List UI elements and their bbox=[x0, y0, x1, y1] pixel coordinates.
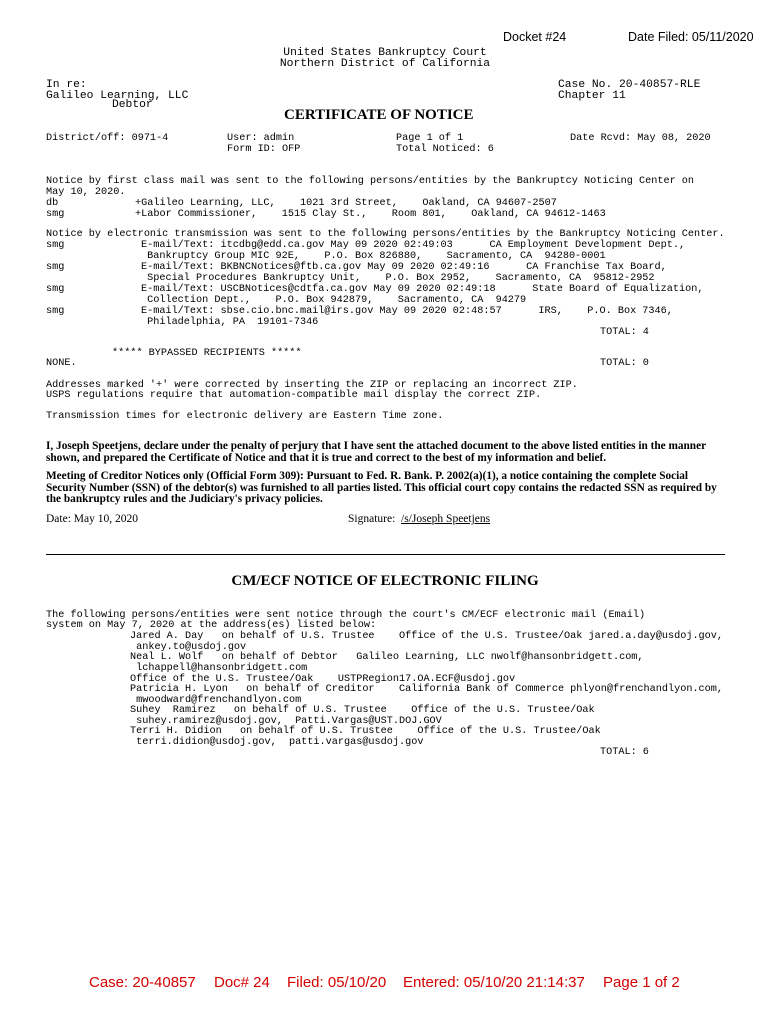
recipient-code: smg bbox=[46, 306, 65, 317]
recipient-code: smg bbox=[46, 240, 65, 251]
cmecf-recipient: mwoodward@frenchandlyon.com bbox=[130, 695, 302, 706]
cmecf-recipient: terri.didion@usdoj.gov, patti.vargas@usdoj.gov bbox=[130, 737, 424, 748]
zip-note: Addresses marked '+' were corrected by inserting the ZIP or replacing an incorrect ZIP. bbox=[46, 380, 578, 391]
footer-doc: Doc# 24 bbox=[214, 974, 270, 991]
in-re-label: In re: bbox=[46, 79, 87, 91]
cmecf-recipient: ankey.to@usdoj.gov bbox=[130, 642, 247, 653]
cmecf-recipient: Neal L. Wolf on behalf of Debtor Galileo Learning, LLC nwolf@hansonbridgett.com, bbox=[130, 652, 644, 663]
total-noticed: Total Noticed: 6 bbox=[396, 144, 494, 155]
signature-value: /s/Joseph Speetjens bbox=[401, 513, 491, 525]
case-number: Case No. 20-40857-RLE bbox=[558, 79, 701, 91]
declaration-text: I, Joseph Speetjens, declare under the penalty of perjury that I have sent the attached document to the above listed entities in the manner shown, and prepared the Certificate of Notice and that it is true and correct to the best of my information and belief. bbox=[46, 440, 706, 464]
cmecf-recipient: Suhey Ramirez on behalf of U.S. Trustee Office of the U.S. Trustee/Oak bbox=[130, 705, 595, 716]
certificate-title: CERTIFICATE OF NOTICE bbox=[284, 107, 474, 123]
recipient-email: E-mail/Text: USCBNotices@cdtfa.ca.gov May 09 2020 02:49:18 State Board of Equalization, bbox=[141, 284, 704, 295]
meeting-notice-text: Meeting of Creditor Notices only (Official Form 309): Pursuant to Fed. R. Bank. P. 2002(a)(1), a notice containing the complete Social Security Number (SSN) of the debtor(s) was furnished to all parties listed. This official court copy contains the redacted SSN as required by the bankruptcy rules and the Judiciary's privacy policies. bbox=[46, 470, 717, 505]
electronic-total: TOTAL: 4 bbox=[600, 327, 649, 338]
cmecf-title: CM/ECF NOTICE OF ELECTRONIC FILING bbox=[231, 573, 539, 589]
page-count: Page 1 of 1 bbox=[396, 133, 464, 144]
form-id: Form ID: OFP bbox=[227, 144, 301, 155]
footer-case: Case: 20-40857 bbox=[89, 974, 196, 991]
cmecf-recipient: lchappell@hansonbridgett.com bbox=[130, 663, 308, 674]
footer-page: Page 1 of 2 bbox=[603, 974, 680, 991]
recipient-address: Collection Dept., P.O. Box 942879, Sacramento, CA 94279 bbox=[141, 295, 527, 306]
electronic-notice-intro: Notice by electronic transmission was sent to the following persons/entities by the Bankruptcy Noticing Center. bbox=[46, 229, 725, 240]
recipient-code: db bbox=[46, 198, 59, 209]
footer-filed: Filed: 05/10/20 bbox=[287, 974, 387, 991]
cmecf-recipient: suhey.ramirez@usdoj.gov, Patti.Vargas@UST.DOJ.GOV bbox=[130, 716, 442, 727]
mail-notice-intro: Notice by first class mail was sent to the following persons/entities by the Bankruptcy Noticing Center on bbox=[46, 176, 695, 187]
recipient-code: smg bbox=[46, 284, 65, 295]
cmecf-recipient: Terri H. Didion on behalf of U.S. Trustee Office of the U.S. Trustee/Oak bbox=[130, 726, 601, 737]
footer-entered: Entered: 05/10/20 21:14:37 bbox=[403, 974, 585, 991]
cmecf-recipient: Jared A. Day on behalf of U.S. Trustee Office of the U.S. Trustee/Oak jared.a.day@usdoj.gov, bbox=[130, 631, 724, 642]
signature-label: Signature: bbox=[348, 513, 396, 525]
recipient-code: smg bbox=[46, 262, 65, 273]
recipient-code: smg bbox=[46, 209, 65, 220]
docket-number: Docket #24 bbox=[503, 30, 567, 44]
debtor-label: Debtor bbox=[112, 99, 153, 111]
recipient-address: +Labor Commissioner, 1515 Clay St., Room 801, Oakland, CA 94612-1463 bbox=[135, 209, 606, 220]
recipient-address: +Galileo Learning, LLC, 1021 3rd Street, Oakland, CA 94607-2507 bbox=[135, 198, 557, 209]
recipient-email: E-mail/Text: itcdbg@edd.ca.gov May 09 2020 02:49:03 CA Employment Development Dept., bbox=[141, 240, 686, 251]
court-name: United States Bankruptcy Court bbox=[283, 47, 487, 59]
district-office: District/off: 0971-4 bbox=[46, 133, 169, 144]
recipient-address: Special Procedures Bankruptcy Unit, P.O. Box 2952, Sacramento, CA 95812-2952 bbox=[141, 273, 655, 284]
bypassed-heading: ***** BYPASSED RECIPIENTS ***** bbox=[112, 348, 302, 359]
signature-date: Date: May 10, 2020 bbox=[46, 513, 138, 525]
cmecf-recipient: Office of the U.S. Trustee/Oak USTPRegion17.OA.ECF@usdoj.gov bbox=[130, 674, 516, 685]
cmecf-total: TOTAL: 6 bbox=[600, 747, 649, 758]
user-field: User: admin bbox=[227, 133, 295, 144]
bypassed-total: TOTAL: 0 bbox=[600, 358, 649, 369]
section-divider bbox=[46, 554, 725, 555]
bypassed-none: NONE. bbox=[46, 358, 77, 369]
recipient-address: Bankruptcy Group MIC 92E, P.O. Box 826880, Sacramento, CA 94280-0001 bbox=[141, 251, 606, 262]
recipient-address: Philadelphia, PA 19101-7346 bbox=[141, 317, 319, 328]
mail-notice-date: May 10, 2020. bbox=[46, 187, 126, 198]
date-received: Date Rcvd: May 08, 2020 bbox=[570, 133, 711, 144]
recipient-email: E-mail/Text: BKBNCNotices@ftb.ca.gov May 09 2020 02:49:16 CA Franchise Tax Board, bbox=[141, 262, 667, 273]
cmecf-recipient: Patricia H. Lyon on behalf of Creditor California Bank of Commerce phlyon@frenchandlyon.com, bbox=[130, 684, 724, 695]
timezone-note: Transmission times for electronic delivery are Eastern Time zone. bbox=[46, 411, 444, 422]
cmecf-intro-date: system on May 7, 2020 at the address(es) listed below: bbox=[46, 620, 377, 631]
chapter: Chapter 11 bbox=[558, 90, 626, 102]
usps-note: USPS regulations require that automation-compatible mail display the correct ZIP. bbox=[46, 390, 542, 401]
recipient-email: E-mail/Text: sbse.cio.bnc.mail@irs.gov May 09 2020 02:48:57 IRS, P.O. Box 7346, bbox=[141, 306, 673, 317]
debtor-name: Galileo Learning, LLC bbox=[46, 90, 189, 102]
date-filed: Date Filed: 05/11/2020 bbox=[628, 30, 754, 44]
court-district: Northern District of California bbox=[279, 58, 491, 70]
cmecf-intro: The following persons/entities were sent notice through the court's CM/ECF electronic mail (Email) bbox=[46, 610, 646, 621]
